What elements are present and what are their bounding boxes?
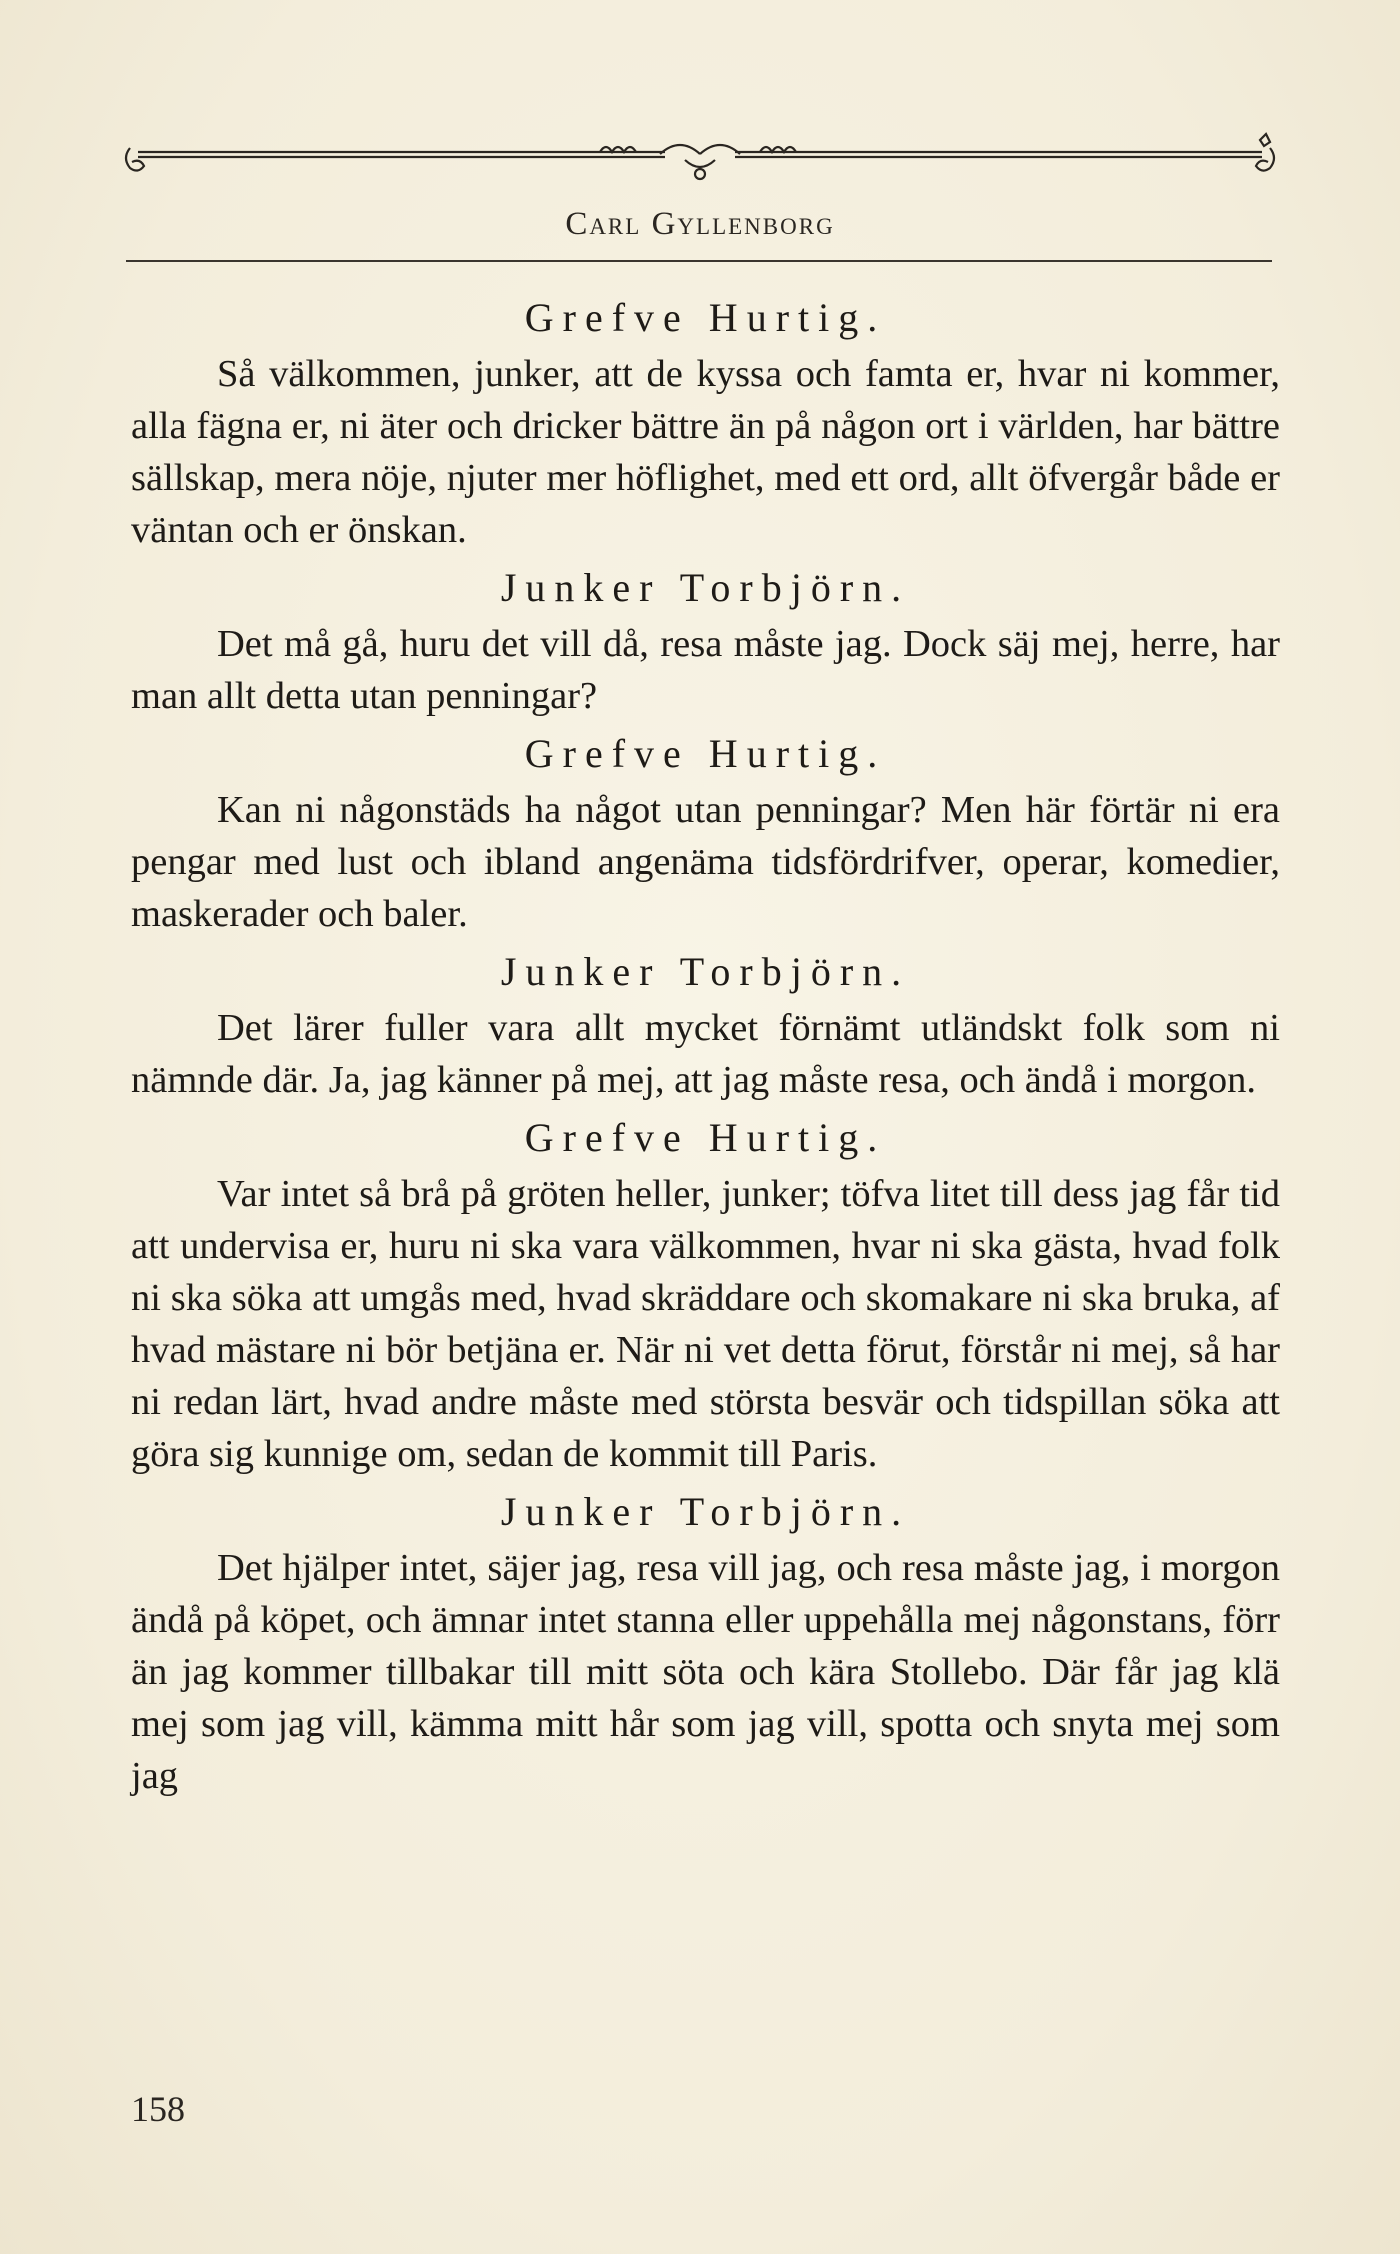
speaker-heading: Grefve Hurtig. [524,1115,887,1160]
speaker-heading: Junker Torbjörn. [500,949,911,994]
speaker-heading: Junker Torbjörn. [500,565,911,610]
page-number: 158 [131,2089,185,2129]
dialogue-paragraph: Det lärer fuller vara allt mycket förnämt utländskt folk som ni nämnde där. Ja, jag känner på mej, att jag måste resa, och ändå i morgon. [131,1007,1280,1101]
header-ornament [120,130,1280,190]
dialogue-paragraph: Det må gå, huru det vill då, resa måste jag. Dock säj mej, herre, har man allt detta utan penningar? [131,623,1280,717]
dialogue-paragraph: Det hjälper intet, säjer jag, resa vill jag, och resa måste jag, i morgon ändå på köpet, och ämnar intet stanna eller uppehålla mej någonstans, förr än jag kommer tillbakar till mitt söta och kära Stollebo. Där får jag klä mej som jag vill, kämma mitt hår som jag vill, spotta och snyta mej som jag [131,1547,1280,1797]
running-head: Carl Gyllenborg [565,206,835,242]
dialogue-text [131,288,1280,1802]
speaker-heading: Grefve Hurtig. [524,731,887,776]
dialogue-paragraph: Så välkommen, junker, att de kyssa och famta er, hvar ni kommer, alla fägna er, ni äter och dricker bättre än på någon ort i världen, har bättre sällskap, mera nöje, njuter mer höflighet, med ett ord, allt öfvergår både er väntan och er önskan. [131,353,1280,551]
dialogue-paragraph: Var intet så brå på gröten heller, junker; töfva litet till dess jag får tid att undervisa er, huru ni ska vara välkommen, hvar ni ska gästa, hvad folk ni ska söka att umgås med, hvad skräddare och skomakare ni ska bruka, af hvad mästare ni bör betjäna er. När ni vet detta förut, förstår ni mej, så har ni redan lärt, hvad andre måste med största besvär och tidspillan söka att göra sig kunnige om, sedan de kommit till Paris. [131,1173,1280,1475]
header-rule [126,260,1272,262]
speaker-heading: Grefve Hurtig. [524,295,887,340]
dialogue-paragraph: Kan ni någonstäds ha något utan penningar? Men här förtär ni era pengar med lust och ibland angenäma tidsfördrifver, operar, komedier, maskerader och baler. [131,789,1280,935]
speaker-heading: Junker Torbjörn. [500,1489,911,1534]
